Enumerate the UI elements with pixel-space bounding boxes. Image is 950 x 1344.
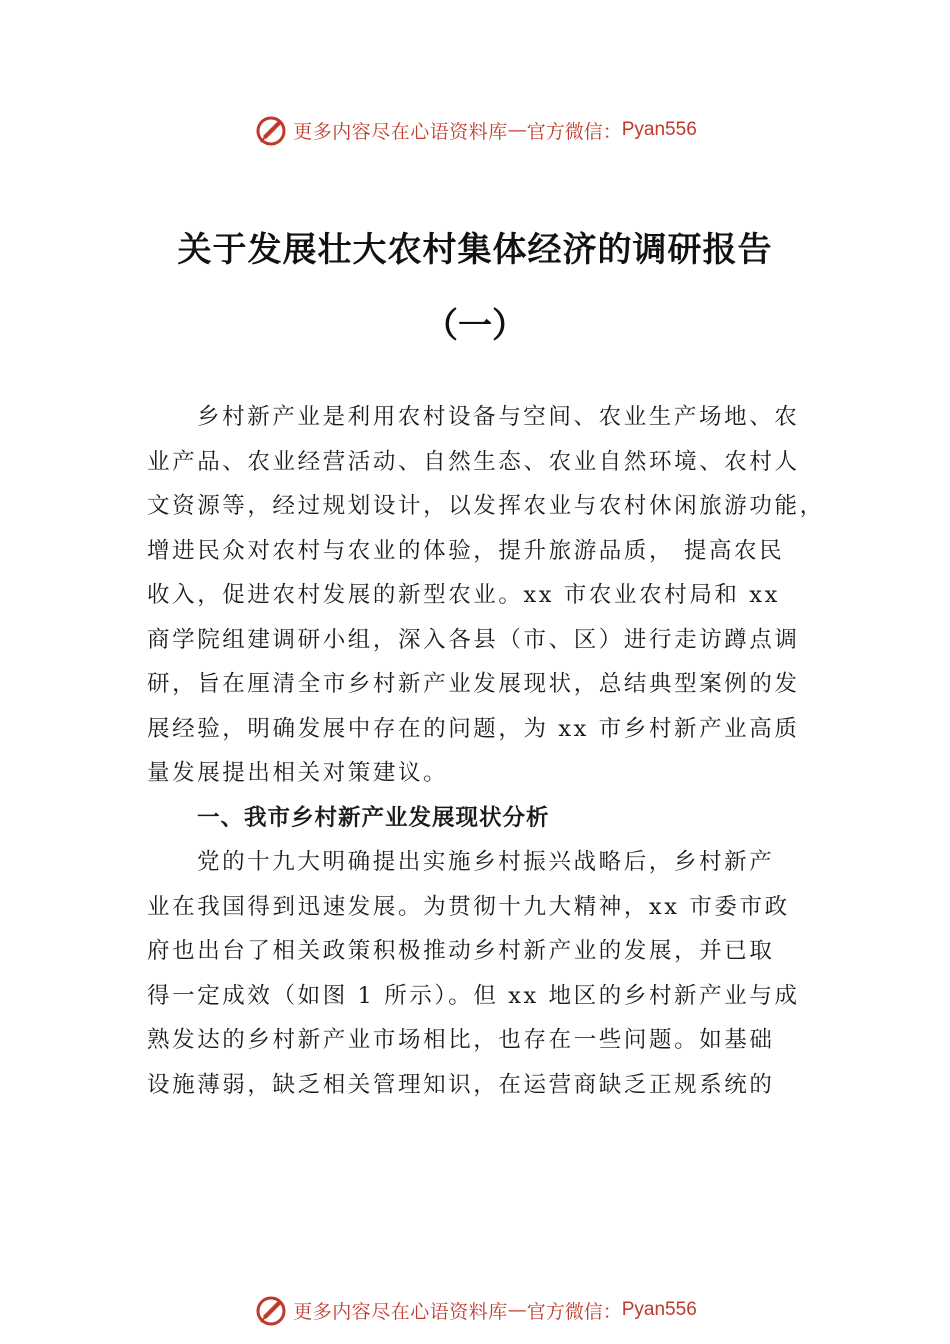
watermark-wechat-id: Pyan556 [621, 1299, 697, 1320]
text-line: 商学院组建调研小组，深入各县（市、区）进行走访蹲点调 [147, 626, 800, 653]
section-heading: 一、我市乡村新产业发展现状分析 [197, 804, 550, 831]
watermark-wechat-label: 官方微信： [526, 120, 622, 143]
watermark-banner-bottom [0, 1290, 950, 1330]
paragraph-1 [147, 395, 825, 796]
text-line: 展经验，明确发展中存在的问题，为 xx 市乡村新产业高质 [147, 715, 800, 742]
watermark-brand: 更多内容尽在心语资料库 [293, 1300, 508, 1323]
text-line: 业产品、农业经营活动、自然生态、农业自然环境、农村人 [147, 448, 800, 475]
text-line: 党的十九大明确提出实施乡村振兴战略后，乡村新产 [197, 849, 775, 875]
text-line: 研，旨在厘清全市乡村新产业发展现状，总结典型案例的发 [147, 671, 800, 697]
text-line: 增进民众对农村与农业的体验，提升旅游品质， 提高农民 [147, 537, 785, 564]
text-line: 文资源等，经过规划设计，以发挥农业与农村休闲旅游功能， [147, 493, 825, 519]
text-line: 府也出台了相关政策积极推动乡村新产业的发展，并已取 [147, 938, 775, 964]
brand-logo-icon [253, 1292, 289, 1328]
document-subtitle: （一） [424, 306, 526, 346]
text-line: 业在我国得到迅速发展。为贯彻十九大精神，xx 市委市政 [147, 893, 790, 920]
document-body [147, 395, 825, 1107]
text-line: 设施薄弱，缺乏相关管理知识，在运营商缺乏正规系统的 [147, 1071, 775, 1098]
watermark-wechat-label: 官方微信： [526, 1300, 622, 1323]
text-line: 乡村新产业是利用农村设备与空间、农业生产场地、农 [197, 404, 800, 430]
watermark-banner-top [0, 110, 950, 150]
watermark-separator: — [507, 1299, 527, 1321]
text-line: 收入，促进农村发展的新型农业。xx 市农业农村局和 xx [147, 582, 780, 608]
text-line: 得一定成效（如图 1 所示）。但 xx 地区的乡村新产业与成 [147, 982, 800, 1009]
watermark-wechat-id: Pyan556 [621, 119, 697, 140]
document-title: 关于发展壮大农村集体经济的调研报告 [177, 230, 773, 270]
watermark-brand: 更多内容尽在心语资料库 [293, 120, 508, 143]
text-line: 量发展提出相关对策建议。 [147, 760, 449, 786]
text-line: 熟发达的乡村新产业市场相比，也存在一些问题。如基础 [147, 1027, 775, 1053]
paragraph-2 [147, 840, 802, 1107]
watermark-separator: — [507, 119, 527, 141]
brand-logo-icon [253, 112, 289, 148]
